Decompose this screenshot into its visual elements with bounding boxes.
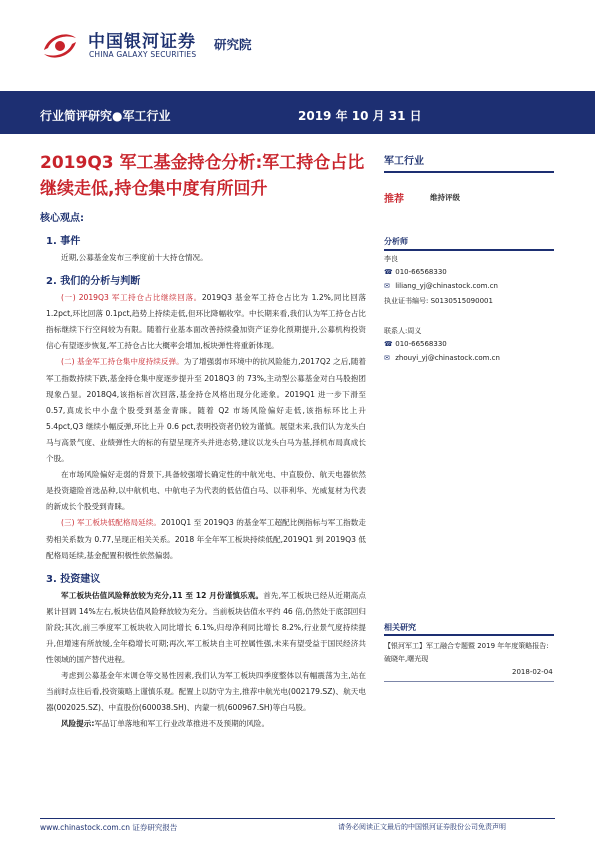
- divider: [384, 171, 554, 173]
- paragraph: 军工板块估值风险释放较为充分,11 至 12 月份谨慎乐观。首先,军工板块已经从近期高点累计回调 14%左右,板块估值风险释放较为充分。当前板块估值水平约 46 倍,仍然处于底部回归阶段;其次,前三季度军工板块收入同比增长 6.1%,归母净利同比增长 8.2%,行业景气度持续提升,但增速有所放缓,全年稳增长可期;再次,军工板块自主可控属性强,未来有望受益于国民经济共性领域的国产替代进程。: [46, 590, 366, 665]
- mail-icon: ✉: [384, 354, 390, 362]
- report-title: 2019Q3 军工基金持仓分析:军工持仓占比继续走低,持仓集中度有所回升: [40, 153, 365, 199]
- analyst-name: 李良: [384, 255, 398, 263]
- analyst-label: 分析师: [384, 237, 408, 246]
- contact-phone-row: ☎ 010-66568330: [384, 340, 447, 348]
- paragraph-lead: (三) 军工板块低配格局延续。: [61, 518, 162, 528]
- brand-name-en: CHINA GALAXY SECURITIES: [89, 50, 197, 59]
- related-research-item[interactable]: 【银河军工】军工融合专题暨 2019 年年度策略报告:破晓年,曙光现: [384, 642, 549, 663]
- section-heading: 2. 我们的分析与判断: [46, 276, 141, 288]
- paragraph: (二) 基金军工持仓集中度持续反弹。为了增强弱市环境中的抗风险能力,2017Q2 之后,随着军工指数持续下跌,基金持仓集中度逐步提升至 2018Q3 的 73%,主动型公募基金对白马股抱团现象凸显。2018Q4,该指标首次回落,基金持仓风格出现分化迹象。2019Q1 进一步下滑至 0.57,真成长中小盘个股受到基金青睐。随着 Q2 市场风险偏好走低,该指标环比上升 5.4pct,Q3 继续小幅反弹,环比上升 0.6 pct,表明投资者仍较为谨慎。展望未来,我们认为龙头白马与高景气度、业绩弹性大的标的有望呈现齐头并进态势,建议以龙头白马为基,择机布局真成长个股。: [46, 357, 366, 464]
- section-heading: 3. 投资建议: [46, 573, 101, 585]
- report-date: 2019 年 10 月 31 日: [298, 109, 422, 123]
- license-number: 执业证书编号: S0130515090001: [384, 297, 493, 305]
- divider: [384, 681, 554, 682]
- industry-label: 军工行业: [384, 156, 424, 167]
- section-event: [40, 232, 366, 266]
- analyst-phone-row: ☎ 010-66568330: [384, 268, 447, 276]
- paragraph-lead: 军工板块估值风险释放较为充分,11 至 12 月份谨慎乐观。: [61, 590, 264, 600]
- paragraph: (三) 军工板块低配格局延续。2010Q1 至 2019Q3 的基金军工超配比例指标与军工指数走势相关系数为 0.77,呈现正相关关系。2018 年全年军工板块持续低配,2019Q1 到 2019Q3 低配格局延续,基金配置积极性依然偏弱。: [46, 518, 366, 560]
- phone-icon: ☎: [384, 268, 393, 276]
- analyst-email-row[interactable]: ✉ liliang_yj@chinastock.com.cn: [384, 282, 498, 290]
- paragraph-lead: 风险提示:: [61, 719, 95, 729]
- report-category: 行业简评研究●军工行业: [40, 109, 171, 123]
- divider: [384, 634, 554, 636]
- rating-note: 维持评级: [430, 193, 460, 202]
- paragraph: 近期,公募基金发布三季度前十大持仓情况。: [61, 253, 208, 262]
- related-research-date: 2018-02-04: [512, 668, 553, 676]
- brand-department: 研究院: [214, 37, 252, 52]
- contact-email-row[interactable]: ✉ zhouyi_yj@chinastock.com.cn: [384, 354, 500, 362]
- footer-rule: [40, 818, 555, 819]
- mail-icon: ✉: [384, 282, 390, 290]
- paragraph: 风险提示:军品订单落地和军工行业改革推进不及预期的风险。: [61, 719, 270, 729]
- rating: 推荐: [384, 194, 404, 205]
- footer-website[interactable]: www.chinastock.com.cn 证券研究报告: [40, 823, 178, 832]
- brand-name-cn: 中国银河证券: [88, 32, 196, 52]
- paragraph: (一) 2019Q3 军工持仓占比继续回落。2019Q3 基金军工持仓占比为 1.2%,同比回落 1.2pct,环比回落 0.1pct,趋势上持续走低,但环比降幅收窄。中长期来看,我们认为军工持仓占比指标继续下行空间较为有限。随着行业基本面改善持续叠加资产证券化预期提升,公募机构投资信心有望逐步恢复,军工持仓占比大概率会增加,板块弹性将重新体现。: [46, 293, 366, 351]
- divider: [384, 249, 554, 251]
- section-recommendation: [40, 570, 366, 733]
- core-views-label: 核心观点:: [40, 213, 84, 224]
- paragraph: 在市场风险偏好走弱的背景下,具备较强增长确定性的中航光电、中直股份、航天电器依然是投资避险首选品种,以中航机电、中航电子为代表的低估值白马、以菲利华、光威复材为代表的新成长个股受到青睐。: [46, 470, 366, 512]
- phone-icon: ☎: [384, 340, 393, 348]
- section-analysis: [40, 272, 366, 564]
- paragraph-lead: (一) 2019Q3 军工持仓占比继续回落。: [61, 293, 202, 303]
- galaxy-logo-icon: [40, 28, 80, 64]
- main-body: [40, 226, 366, 733]
- section-heading: 1. 事件: [46, 236, 81, 247]
- paragraph-lead: (二) 基金军工持仓集中度持续反弹。: [61, 357, 184, 367]
- contact-person: 联系人:周义: [384, 327, 422, 335]
- paragraph: 考虑到公募基金年末调仓等交易性因素,我们认为军工板块四季度整体以有幅震荡为主,站在当前时点往后看,投资策略上谨慎乐观。配置上以防守为主,推荐中航光电(002179.SZ)、航天电器(002025.SZ)、中直股份(600038.SH)、内蒙一机(600967.SH)等白马股。: [46, 671, 366, 713]
- footer-disclaimer: 请务必阅读正文最后的中国银河证券股份公司免责声明: [338, 823, 506, 831]
- related-research-label: 相关研究: [384, 623, 416, 632]
